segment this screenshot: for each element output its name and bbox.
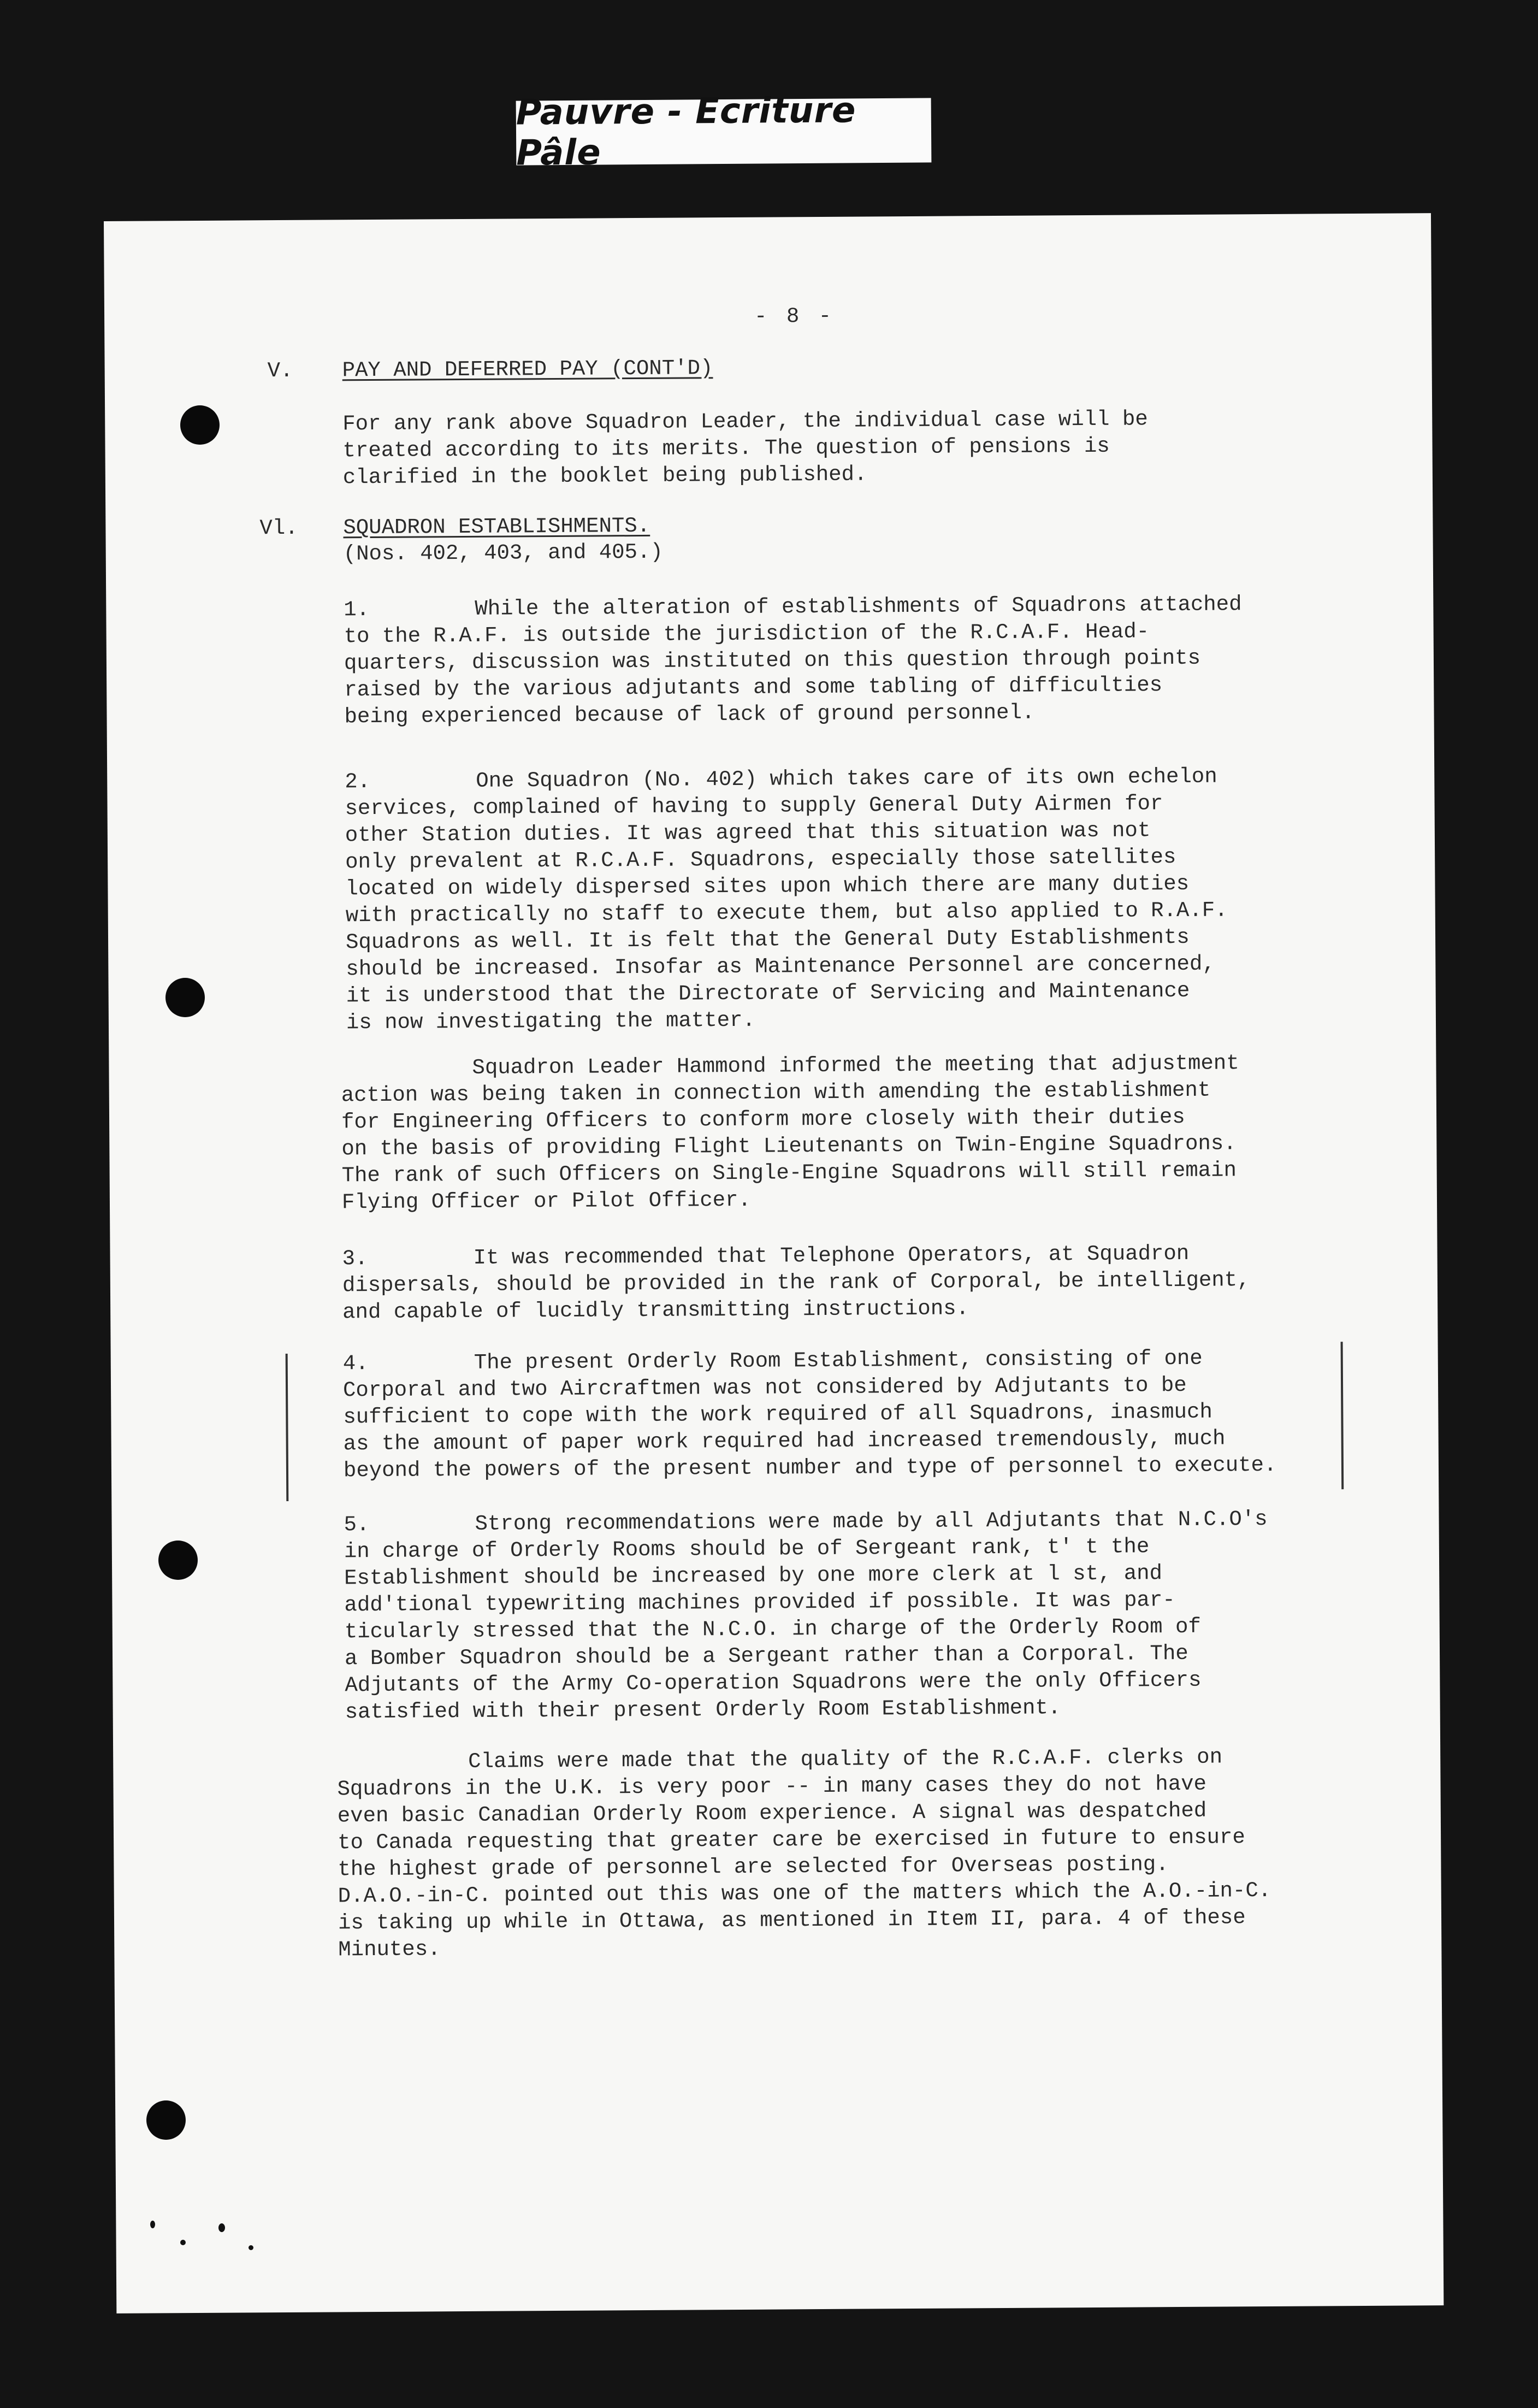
paragraph-4	[343, 1344, 1338, 1484]
paragraph-text: Squadron Leader Hammond informed the meeting that adjustment action was being taken in connection with amending the establishment for Engineering Officers to conform more closely with their duties on the basis of providing Flight Lieutenants on Twin-Engine Squadrons. The rank of such Officers on Single-Engine Squadrons will still remain Flying Officer or Pilot Officer.	[341, 1051, 1239, 1215]
section-vi-title: SQUADRON ESTABLISHMENTS.	[343, 514, 650, 540]
paragraph-text: Claims were made that the quality of the R.C.A.F. clerks on Squadrons in the U.K. is very poor -- in many cases they do not have even basic Canadian Orderly Room experience. A signal was despatched to Canada requesting that greater care be exercised in future to ensure the highest grade of personnel are selected for Overseas posting. D.A.O.-in-C. pointed out this was one of the matters which the A.O.-in-C. is taking up while in Ottawa, as mentioned in Item II, para. 4 of these Minutes.	[337, 1745, 1271, 1962]
section-vi-subtitle: (Nos. 402, 403, and 405.)	[343, 540, 663, 566]
margin-mark-right	[1341, 1342, 1344, 1489]
archive-label: Pauvre - Ecriture Pâle	[516, 98, 932, 165]
paragraph-text: The present Orderly Room Establishment, consisting of one Corporal and two Aircraftmen was not considered by Adjutants to be sufficient to cope with the work required of all Squadrons, inasmuch as the amount of paper work required had increased tremendously, much beyond the powers of the present number and type of personnel to execute.	[342, 1346, 1277, 1483]
paragraph-number: 3.	[342, 1247, 368, 1271]
document-page	[104, 213, 1444, 2313]
paragraph-claims	[337, 1743, 1332, 1963]
section-v-title: PAY AND DEFERRED PAY (CONT'D)	[342, 356, 713, 383]
paragraph-hammond	[341, 1049, 1336, 1216]
paragraph-number: 5.	[344, 1513, 370, 1537]
punch-hole	[158, 1541, 198, 1580]
ink-speck	[218, 2223, 225, 2232]
paragraph-1	[344, 591, 1338, 730]
paragraph-text: It was recommended that Telephone Operators, at Squadron dispersals, should be provided in the rank of Corporal, be intelligent, and capable of lucidly transmitting instructions.	[342, 1241, 1250, 1325]
paragraph-3	[342, 1240, 1336, 1326]
section-v-number: V.	[267, 358, 293, 383]
paragraph-number: 4.	[342, 1351, 369, 1376]
punch-hole	[146, 2100, 186, 2140]
section-vi-number: Vl.	[259, 516, 298, 541]
paragraph-5	[344, 1506, 1339, 1726]
paragraph-number: 2.	[345, 770, 371, 794]
paragraph-text: While the alteration of establishments of Squadrons attached to the R.A.F. is outside the jurisdiction of the R.C.A.F. Head- quarters, discussion was instituted on this question through points raised by the various adjutants and some tabling of difficulties being experienced because of lack of ground personnel.	[344, 592, 1242, 729]
paragraph-2	[345, 763, 1340, 1036]
punch-hole	[180, 405, 220, 445]
ink-speck	[180, 2240, 186, 2245]
ink-speck	[150, 2221, 155, 2228]
margin-mark-left	[286, 1354, 289, 1501]
paragraph-text: One Squadron (No. 402) which takes care of its own echelon services, complained of having to supply General Duty Airmen for other Station duties. It was agreed that this situation was not only prevalent at R.C.A.F. Squadrons, especially those satellites located on widely dispersed sites upon which there are many duties with practically no staff to execute them, but also applied to R.A.F. Squadrons as well. It is felt that the General Duty Establishments should be increased. Insofar as Maintenance Personnel are concerned, it is understood that the Directorate of Servicing and Maintenance is now investigating the matter.	[345, 764, 1228, 1035]
punch-hole	[165, 978, 205, 1017]
ink-speck	[249, 2245, 253, 2250]
paragraph-indent	[337, 1767, 468, 1768]
page-number: - 8 -	[754, 304, 835, 329]
paragraph-number: 1.	[344, 598, 370, 622]
section-v-text: For any rank above Squadron Leader, the individual case will be treated according to its merits. The question of pensions is clarified in the booklet being published.	[342, 407, 1148, 490]
paragraph-text: Strong recommendations were made by all Adjutants that N.C.O's in charge of Orderly Rooms should be of Sergeant rank, t' t the Establishment should be increased by one more clerk at l st, and add'tional typewriting machines provided if possible. It was par- ticularly stressed that the N.C.O. in charge of the Orderly Room of a Bomber Squadron should be a Sergeant rather than a Corporal. The Adjutants of the Army Co-operation Squadrons were the only Officers satisfied with their present Orderly Room Establishment.	[344, 1507, 1268, 1725]
paragraph-indent	[341, 1073, 472, 1074]
